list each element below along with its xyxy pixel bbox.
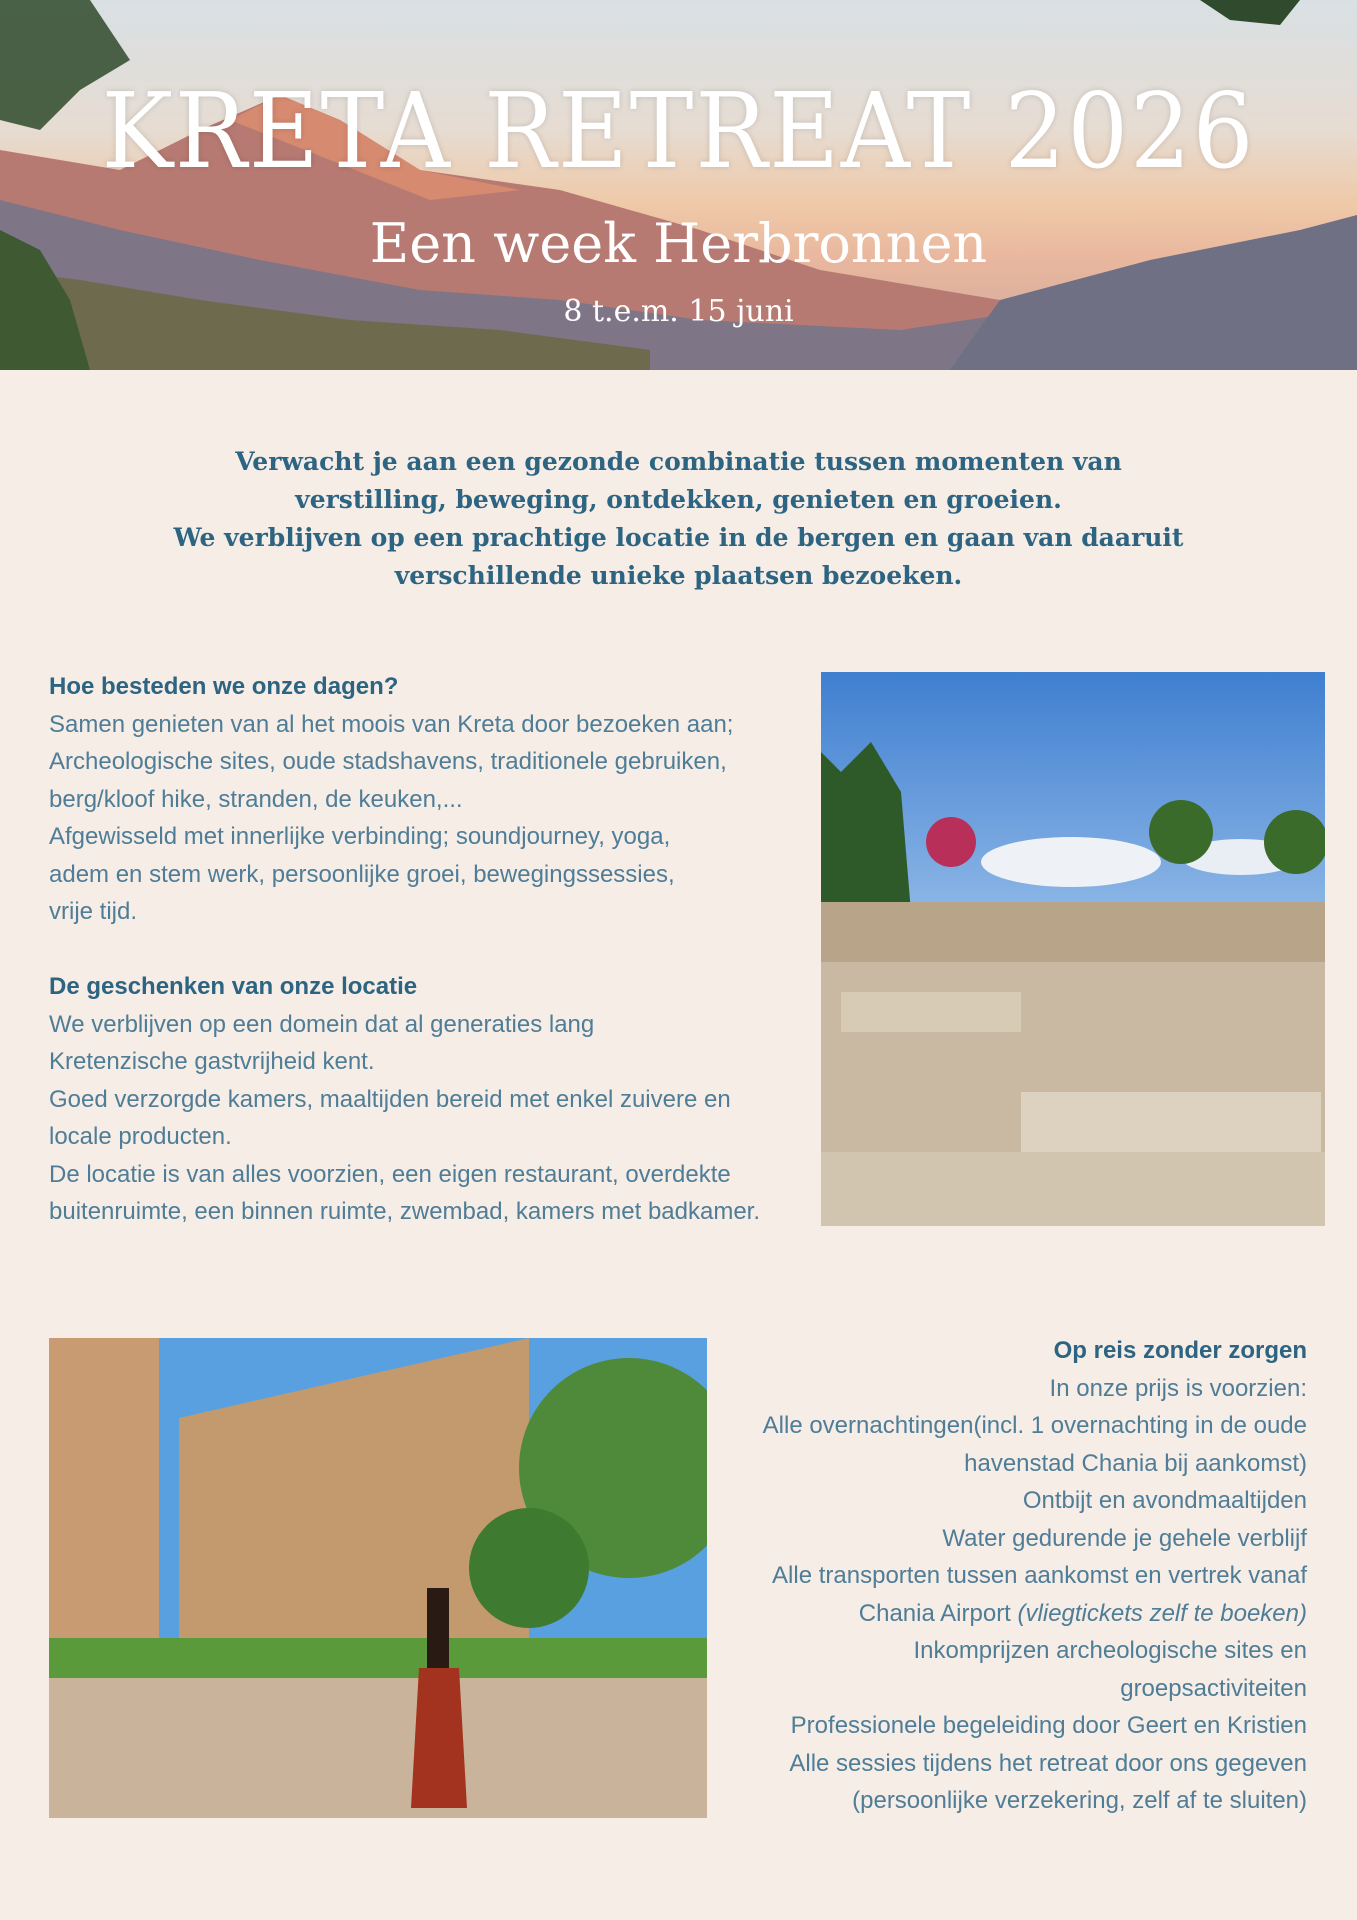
travel-line: Water gedurende je gehele verblijf [942,1524,1307,1552]
travel-line: Alle sessies tijdens het retreat door ons gegeven [789,1749,1307,1777]
travel-line: In onze prijs is voorzien: [1049,1374,1307,1402]
days-line: Afgewisseld met innerlijke verbinding; soundjourney, yoga, [49,823,671,850]
location-line: De locatie is van alles voorzien, een eigen restaurant, overdekte [49,1160,731,1188]
days-line: Samen genieten van al het moois van Kreta door bezoeken aan; [49,710,734,738]
travel-line: Professionele begeleiding door Geert en Kristien [790,1712,1307,1739]
intro-line: verschillende unieke plaatsen bezoeken. [394,561,963,590]
days-line: Archeologische sites, oude stadshavens, traditionele gebruiken, [49,748,727,775]
travel-line: Ontbijt en avondmaaltijden [1022,1487,1307,1514]
hero-title: KRETA RETREAT 2026 [101,70,1256,192]
travel-line: groepsactiviteiten [1120,1674,1307,1702]
travel-line: Alle transporten tussen aankomst en vertrek vanaf [772,1562,1307,1589]
right-column [667,1332,1307,1820]
airport-note: (vliegtickets zelf te boeken) [1017,1599,1307,1627]
intro-line: verstilling, beweging, ontdekken, genieten en groeien. [295,485,1062,514]
left-column [49,668,829,1231]
hero-subtitle: Een week Herbronnen [369,212,988,275]
travel-line: (persoonlijke verzekering, zelf af te sluiten) [852,1787,1307,1814]
location-line: locale producten. [49,1123,232,1150]
days-heading: Hoe besteden we onze dagen? [49,673,399,700]
location-line: Kretenzische gastvrijheid kent. [49,1048,375,1075]
travel-line [667,1595,1307,1633]
courtyard-photo [49,1338,707,1818]
intro-line: Verwacht je aan een gezonde combinatie tussen momenten van [235,447,1122,476]
location-line: We verblijven op een domein dat al generaties lang [49,1010,595,1038]
travel-line: havenstad Chania bij aankomst) [964,1449,1307,1477]
days-line: vrije tijd. [49,898,138,925]
intro-line: We verblijven op een prachtige locatie in de bergen en gaan van daaruit [173,523,1184,552]
days-line: berg/kloof hike, stranden, de keuken,... [49,785,463,813]
travel-line: Inkomprijzen archeologische sites en [913,1637,1307,1664]
days-line: adem en stem werk, persoonlijke groei, bewegingssessies, [49,860,675,888]
location-line: Goed verzorgde kamers, maaltijden bereid met enkel zuivere en [49,1085,731,1113]
location-heading: De geschenken van onze locatie [49,973,418,1000]
ruins-photo [821,672,1325,1226]
airport-text: Chania Airport [858,1599,1011,1627]
intro-text [0,443,1357,595]
travel-line: Alle overnachtingen(incl. 1 overnachting in de oude [762,1412,1307,1439]
location-line: buitenruimte, een binnen ruimte, zwembad, kamers met badkamer. [49,1198,761,1225]
travel-heading: Op reis zonder zorgen [1053,1337,1307,1364]
hero-dates: 8 t.e.m. 15 juni [563,294,794,329]
hero-banner [0,0,1357,370]
